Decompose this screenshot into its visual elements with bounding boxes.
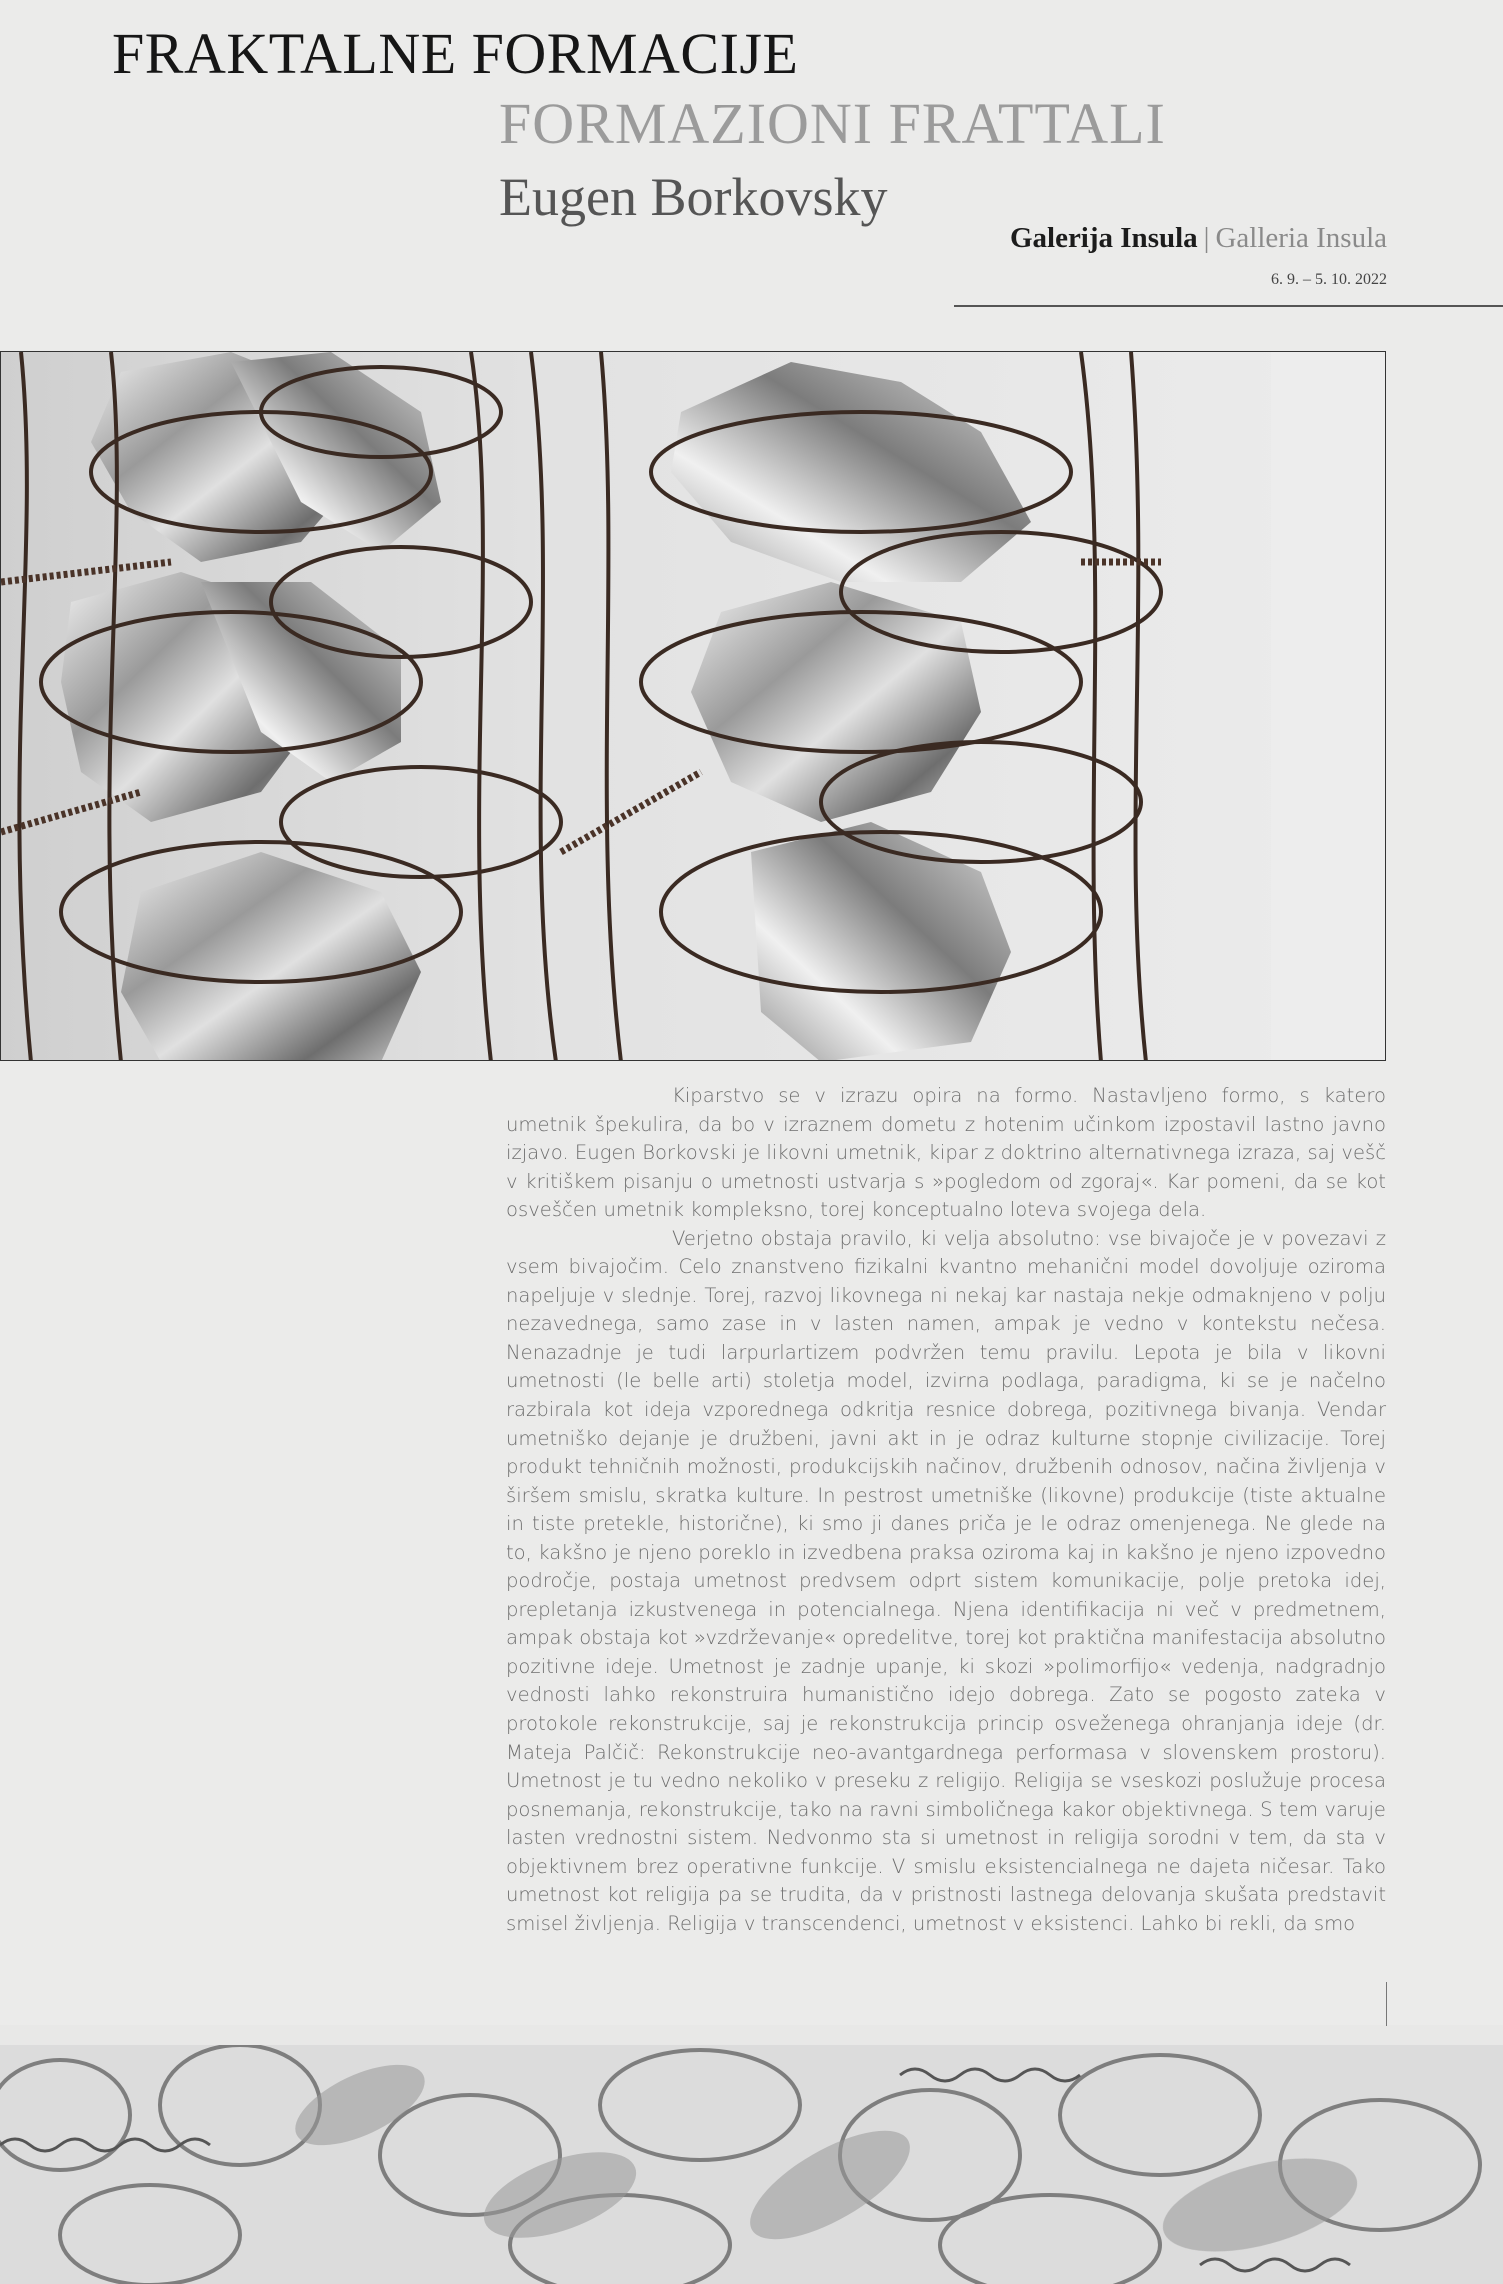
gallery-name-italian: Galleria Insula [1215, 222, 1387, 254]
next-page-photo [0, 2045, 1503, 2284]
gallery-name-slovene: Galerija Insula [1009, 222, 1198, 254]
springs-detail-illustration [0, 2045, 1503, 2284]
header-rule [954, 305, 1503, 307]
title-italian: FORMAZIONI FRATTALI [499, 91, 1166, 156]
gallery-separator: | [1203, 222, 1210, 254]
sculpture-photo-illustration [1, 352, 1386, 1061]
title-slovene: FRAKTALNE FORMACIJE [112, 21, 799, 86]
gallery-name [1010, 222, 1387, 255]
exhibition-dates: 6. 9. – 5. 10. 2022 [1271, 271, 1387, 288]
article-body [506, 1082, 1386, 1938]
article-paragraph-1: Kiparstvo se v izrazu opira na formo. Nastavljeno formo, s katero umetnik špekulira, da bo v izraznem dometu z hotenim učinkom izpostavil lastno javno izjavo. Eugen Borkovski je likovni umetnik, kipar z doktrino alternativnega izraza, saj vešč v kritiškem pisanju o umetnosti ustvarja s »pogledom od zgoraj«. Kar pomeni, da se kot osveščen umetnik kompleksno, torej konceptualno loteva svojega dela. [506, 1084, 1386, 1222]
article-paragraph-2: Verjetno obstaja pravilo, ki velja absolutno: vse bivajoče je v povezavi z vsem bivajočim. Celo znanstveno fizikalni kvantno mehanični model dovoljuje oziroma napeljuje v slednje. Torej, razvoj likovnega ni nekaj kar nastaja nekje odmaknjeno v polju nezavednega, samo zase in v lasten namen, ampak je vedno v kontekstu nečesa. Nenazadnje je tudi larpurlartizem podvržen temu pravilu. Lepota je bila v likovni umetnosti (le belle arti) stoletja model, izvirna podlaga, paradigma, ki se je načelno razbirala kot ideja vzporednega odkritja resnice dobrega, pozitivnega bivanja. Vendar umetniško dejanje je družbeni, javni akt in je odraz kulturne stopnje civilizacije. Torej produkt tehničnih možnosti, produkcijskih načinov, družbenih odnosov, načina življenja v širšem smislu, skratka kulture. In pestrost umetniške (likovne) produkcije (tiste aktualne in tiste pretekle, historične), ki smo ji danes priča je le odraz omenjenega. Ne glede na to, kakšno je njeno poreklo in izvedbena praksa oziroma kaj in kakšno je njeno izpovedno področje, postaja umetnost predvsem odprt sistem komunikacije, polje pretoka idej, prepletanja izkustvenega in potencialnega. Njena identifikacija ni več v predmetnem, ampak obstaja kot »vzdrževanje« opredelitve, torej kot praktična manifestacija absolutno pozitivne ideje. Umetnost je zadnje upanje, ki skozi »polimorfijo« vedenja, nadgradnjo vednosti lahko rekonstruira humanistično idejo dobrega. Zato se pogosto zateka v protokole rekonstrukcije, saj je rekonstrukcija princip osveženega ohranjanja ideje (dr. Mateja Palčič: Rekonstrukcije neo-avantgardnega performasa v slovenskem prostoru). Umetnost je tu vedno nekoliko v preseku z religijo. Religija se vseskozi poslužuje procesa posnemanja, rekonstrukcije, tako na ravni simboličnega kakor objektivnega. S tem varuje lasten vrednostni sistem. Nedvonmo sta si umetnost in religija sorodni v tem, da sta v objektivnem brez operativne funkcije. V smislu eksistencialnega ne dajeta ničesar. Tako umetnost kot religija pa se trudita, da v pristnosti lastnega delovanja skušata predstavit smisel življenja. Religija v transcendenci, umetnost v eksistenci. Lahko bi rekli, da smo [506, 1226, 1386, 1935]
artist-name: Eugen Borkovsky [499, 167, 888, 227]
sculpture-photo [0, 351, 1386, 1061]
page-edge-rule [1386, 1982, 1387, 2026]
